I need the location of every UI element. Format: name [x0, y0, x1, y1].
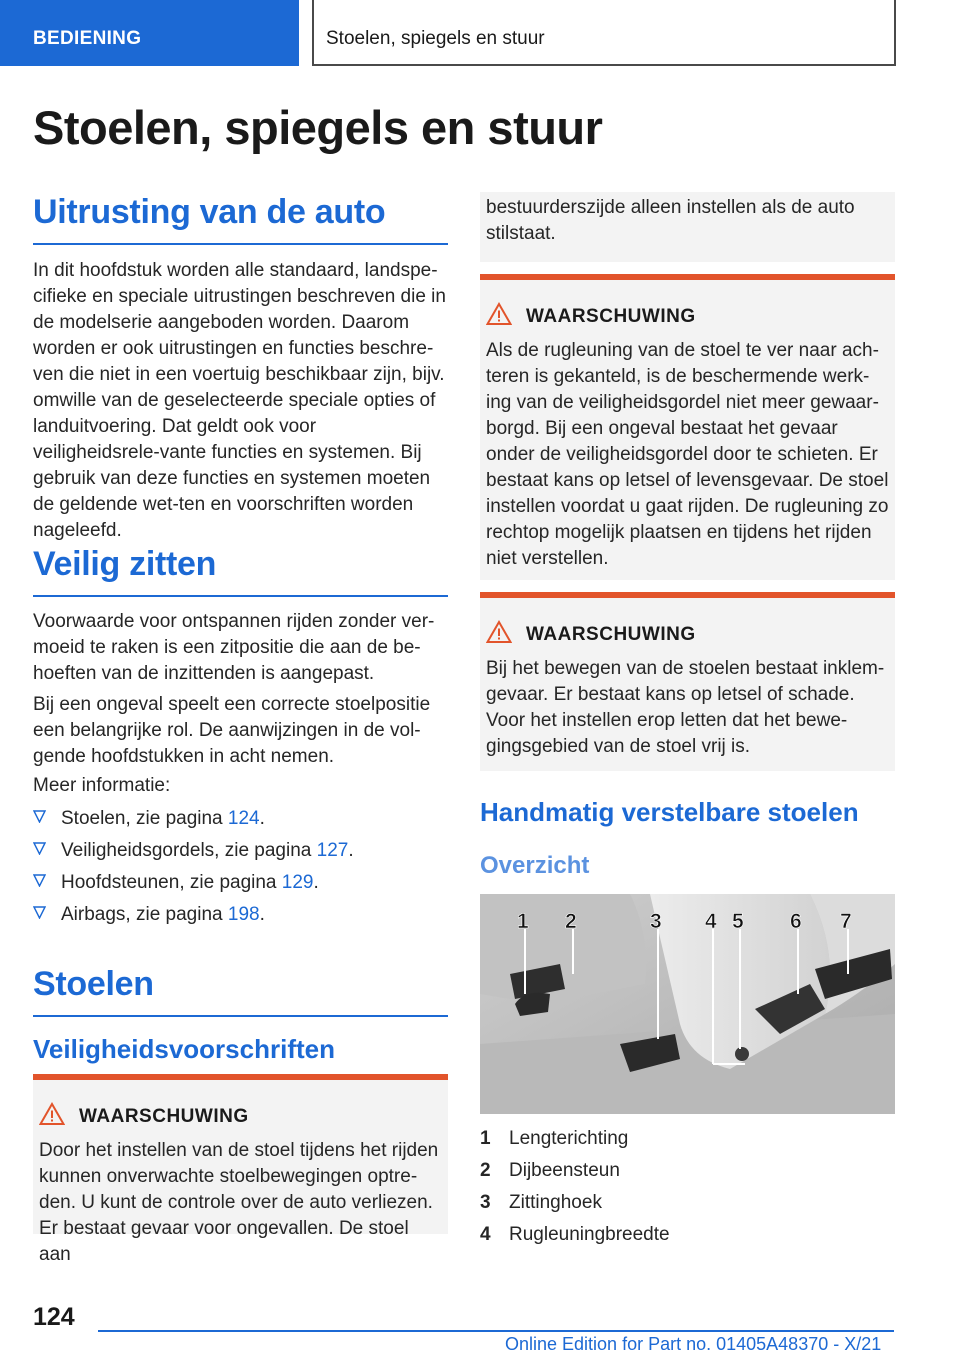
page-link[interactable]: 198 [227, 904, 260, 925]
heading-seats: Stoelen [33, 965, 448, 1004]
warning-text: Als de rugleuning van de stoel te ver naar ach-teren is gekanteld, is de beschermende werk-ing van de veiligheidsgordel niet meer gewaar-borgd. Bij een ongeval bestaat het gevaar onder de veiligheidsgordel door te schieten. Er bestaat kans op letsel of levensgevaar. De stoel instellen voordat u gaat rijden. De rugleuning zo rechtop mogelijk plaatsen en tijdens het rijden niet verstellen. [486, 340, 889, 569]
heading-manual-seats: Handmatig verstelbare stoelen [480, 797, 859, 827]
footer-divider [98, 1330, 894, 1332]
list-item: 2 Dijbeensteun [480, 1160, 620, 1181]
list-item: Airbags, zie pagina 198. [33, 902, 448, 934]
sitting-paragraph-2: Bij een ongeval speelt een correcte stoelpositie een belangrijke rol. De aanwijzingen in de vol-gende hoofdstukken in acht nemen. [33, 694, 431, 767]
list-item: 3 Zittinghoek [480, 1192, 602, 1213]
legend-list [480, 1126, 895, 1254]
warning-text-continued: bestuurderszijde alleen instellen als de auto stilstaat. [486, 197, 855, 244]
heading-safety: Veiligheidsvoorschriften [33, 1034, 335, 1064]
equipment-text: In dit hoofdstuk worden alle standaard, landspe-cifieke en speciale uitrustingen beschreven die in de modelserie aangeboden worden. Daarom worden er ook uitrustingen en functies beschre-ven die niet in een voertuig beschikbaar zijn, bijv. omwille van de geselecteerde speciale opties of landuitvoering. Dat geldt ook voor veiligheidsrele-vante functies en systemen. Bij gebruik van deze functies en systemen moeten de geldende wet-ten en voorschriften worden nageleefd. [33, 260, 446, 541]
warning-triangle-icon [39, 1102, 65, 1126]
section-tab[interactable] [0, 0, 299, 66]
warning-text: Bij het bewegen van de stoelen bestaat inklem-gevaar. Er bestaat kans op letsel of schade. Voor het instellen erop letten dat het bewe-gingsgebied van de stoel vrij is. [486, 658, 885, 757]
list-item: 4 Rugleuningbreedte [480, 1224, 670, 1245]
seat-photo [480, 894, 895, 1114]
photo-label: 4 [705, 910, 717, 933]
triangle-bullet-icon [33, 874, 46, 887]
list-item: Veiligheidsgordels, zie pagina 127. [33, 838, 448, 870]
chapter-tab [312, 0, 896, 66]
edition-note: Online Edition for Part no. 01405A48370 - X/21 [505, 1334, 882, 1354]
triangle-bullet-icon [33, 810, 46, 823]
more-info-label: Meer informatie: [33, 775, 171, 796]
photo-label: 7 [840, 910, 852, 933]
photo-label: 3 [650, 910, 662, 933]
warning-triangle-icon [486, 620, 512, 644]
warning-box [480, 274, 895, 580]
page-title: Stoelen, spiegels en stuur [33, 101, 603, 154]
triangle-bullet-icon [33, 906, 46, 919]
warning-box-continued [480, 192, 895, 262]
chapter-label: Stoelen, spiegels en stuur [326, 28, 545, 49]
list-item: Hoofdsteunen, zie pagina 129. [33, 870, 448, 902]
reference-list [33, 806, 448, 934]
page-number: 124 [33, 1303, 75, 1331]
triangle-bullet-icon [33, 842, 46, 855]
heading-equipment: Uitrusting van de auto [33, 193, 448, 232]
page-link[interactable]: 129 [281, 872, 314, 893]
warning-title: WAARSCHUWING [526, 306, 696, 327]
warning-box [33, 1074, 448, 1265]
list-item: 1 Lengterichting [480, 1128, 629, 1149]
page-link[interactable]: 127 [316, 840, 349, 861]
photo-label: 5 [732, 910, 744, 933]
warning-triangle-icon [486, 302, 512, 326]
heading-sitting: Veilig zitten [33, 545, 448, 584]
warning-title: WAARSCHUWING [79, 1106, 249, 1127]
seat-illustration [480, 894, 895, 1114]
heading-overview: Overzicht [480, 852, 590, 879]
page-link[interactable]: 124 [227, 808, 260, 829]
warning-text: Door het instellen van de stoel tijdens het rijden kunnen onverwachte stoelbewegingen optre-den. U kunt de controle over de auto verliezen. Er bestaat gevaar voor ongevallen. De stoel aan [39, 1140, 439, 1265]
warning-title: WAARSCHUWING [526, 624, 696, 645]
sitting-paragraph-1: Voorwaarde voor ontspannen rijden zonder ver-moeid te raken is een zitpositie die aan de be-hoeften van de inzittenden is aangepast. [33, 611, 435, 684]
photo-label: 6 [790, 910, 802, 933]
photo-label: 2 [565, 910, 577, 933]
warning-box [480, 592, 895, 771]
section-label: BEDIENING [33, 28, 142, 49]
list-item: Stoelen, zie pagina 124. [33, 806, 448, 838]
photo-label: 1 [517, 910, 529, 933]
